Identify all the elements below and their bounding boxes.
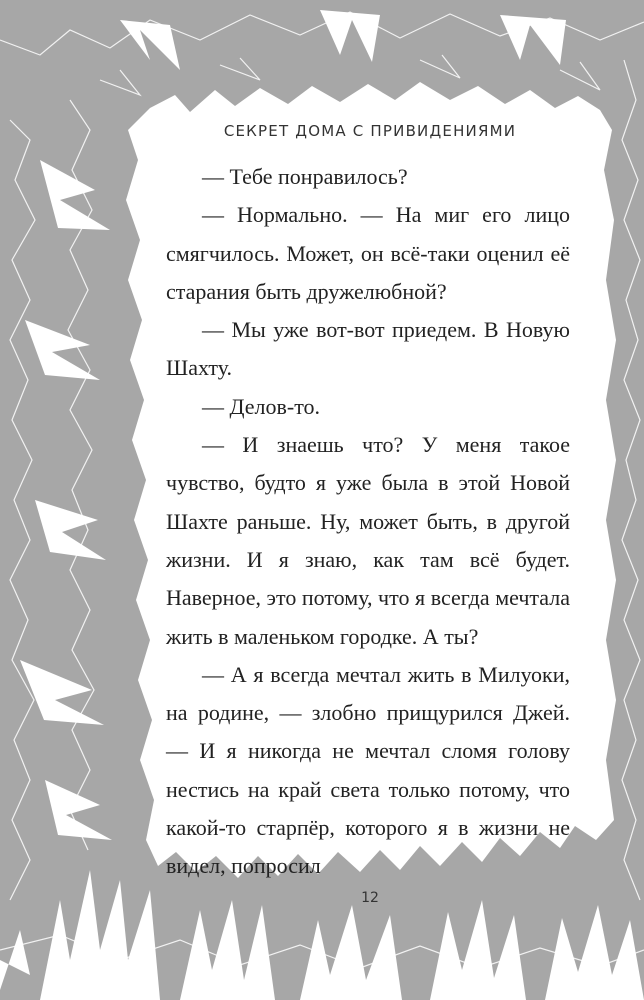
- paragraph: — Мы уже вот-вот приедем. В Новую Шахту.: [166, 317, 570, 381]
- top-wisps: [120, 10, 566, 70]
- body-text: [166, 158, 570, 886]
- grass-foliage: [0, 870, 644, 1000]
- paragraph: — Делов-то.: [202, 393, 321, 419]
- left-wisps: [20, 160, 112, 840]
- page-number: 12: [361, 890, 379, 906]
- paragraph: — А я всегда мечтал жить в Милуоки, на родине, — злобно прищурился Джей. — И я никогда не мечтал сломя голову нестись на край света только потому, что какой-то старпёр, которого я в жизни не видел, попросил: [166, 661, 570, 879]
- paragraph: — Тебе понравилось?: [202, 164, 408, 189]
- running-head: СЕКРЕТ ДОМА С ПРИВИДЕНИЯМИ: [223, 122, 517, 140]
- paragraph: — И знаешь что? У меня такое чувство, будто я уже была в этой Новой Шахте раньше. Ну, может быть, в другой жизни. И я знаю, как там всё будет. Наверное, это потому, что я всегда мечтала жить в маленьком городке. А ты?: [166, 432, 570, 649]
- paragraph: — Нормально. — На миг его лицо смягчилось. Может, он всё-таки оценил её старания быть дружелюбной?: [166, 202, 570, 304]
